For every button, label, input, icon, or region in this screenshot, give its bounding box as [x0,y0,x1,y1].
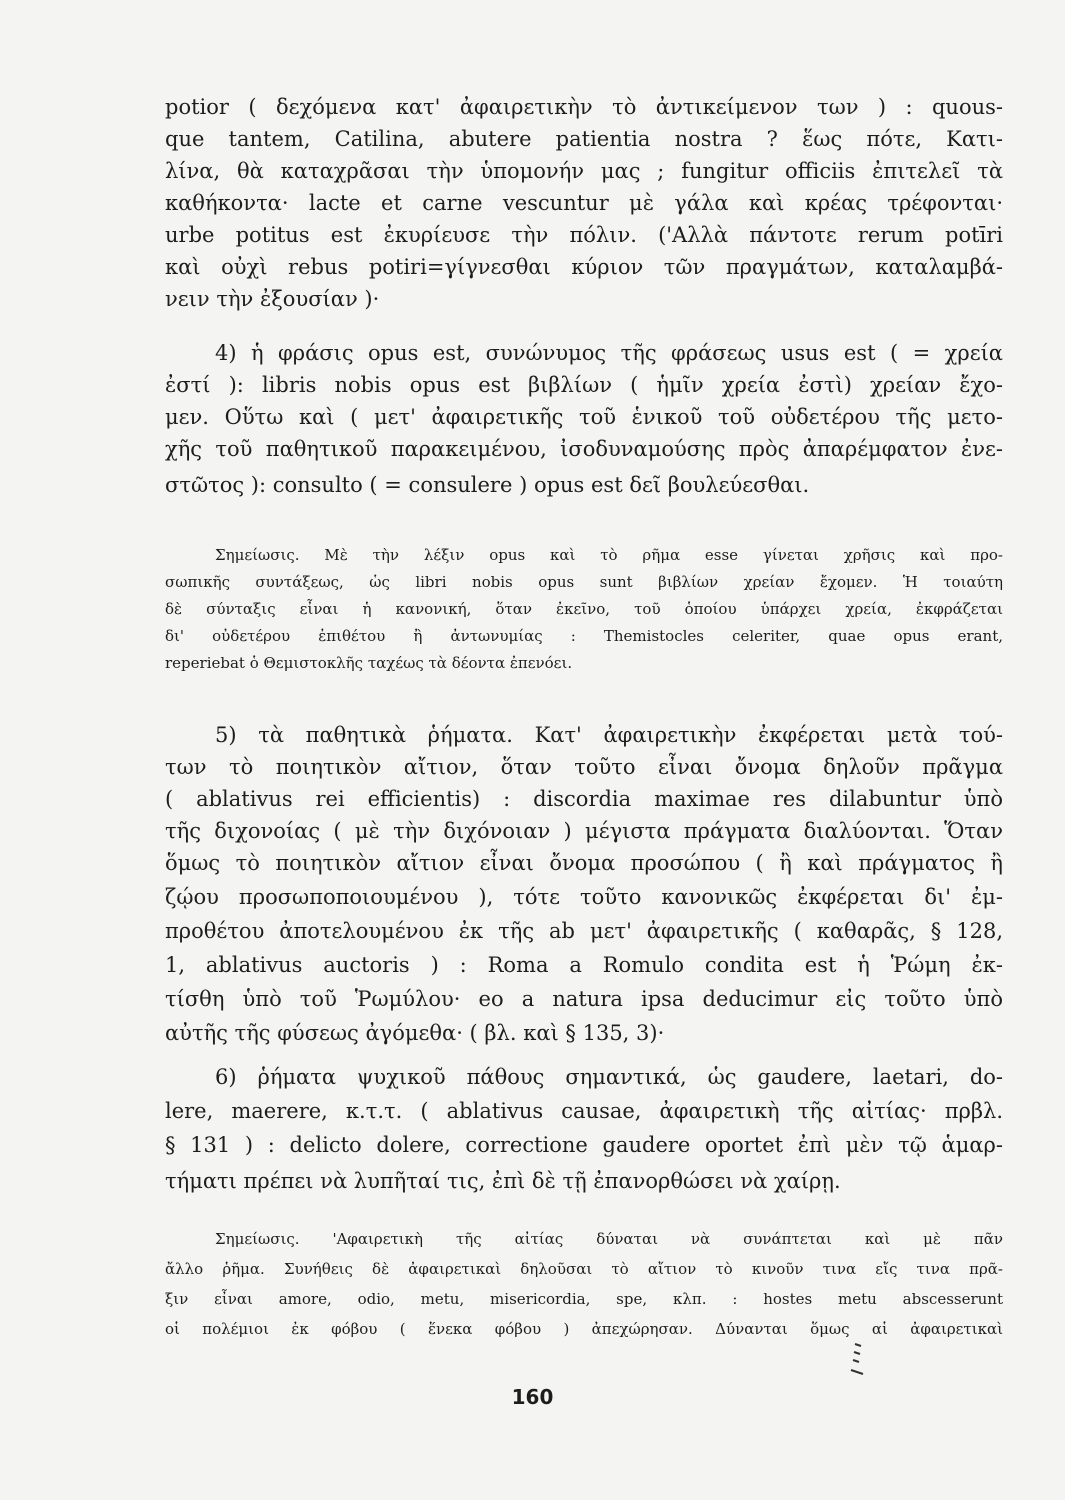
text-line: ζῴου προσωποποιουμένου ), τότε τοῦτο κανονικῶς ἐκφέρεται δι' ἐμ- [165,885,1003,909]
note-line: ξιν εἶναι amore, odio, metu, misericordia, spe, κλπ. : hostes metu abscesserunt [165,1290,1003,1308]
text-line: ἐστί ): libris nobis opus est βιβλίων ( ἡμῖν χρεία ἐστὶ) χρείαν ἔχο- [165,373,1003,397]
text-line: αὐτῆς τῆς φύσεως ἀγόμεθα· ( βλ. καὶ § 135, 3)· [165,1021,665,1045]
text-line: potior ( δεχόμενα κατ' ἀφαιρετικὴν τὸ ἀντικείμενον των ) : quous- [165,95,1003,119]
note-line: δι' οὐδετέρου ἐπιθέτου ἢ ἀντωνυμίας : Themistocles celeriter, quae opus erant, [165,627,1003,645]
text-line: των τὸ ποιητικὸν αἴτιον, ὅταν τοῦτο εἶναι ὄνομα δηλοῦν πρᾶγμα [165,755,1003,779]
note-line: σωπικῆς συντάξεως, ὡς libri nobis opus sunt βιβλίων χρείαν ἔχομεν. Ἡ τοιαύτη [165,573,1003,591]
text-line: τήματι πρέπει νὰ λυπῆταί τις, ἐπὶ δὲ τῇ ἐπανορθώσει νὰ χαίρῃ. [165,1169,841,1193]
note-line: reperiebat ὁ Θεμιστοκλῆς ταχέως τὰ δέοντα ἐπενόει. [165,654,573,672]
note-line: Σημείωσις. Μὲ τὴν λέξιν opus καὶ τὸ ρῆμα esse γίνεται χρῆσις καὶ προ- [215,546,1003,564]
text-line: χῆς τοῦ παθητικοῦ παρακειμένου, ἰσοδυναμούσης πρὸς ἀπαρέμφατον ἐνε- [165,437,1003,461]
note-line: Σημείωσις. 'Αφαιρετικὴ τῆς αἰτίας δύναται νὰ συνάπτεται καὶ μὲ πᾶν [215,1230,1003,1248]
note-line: οἱ πολέμιοι ἐκ φόβου ( ἕνεκα φόβου ) ἀπεχώρησαν. Δύνανται ὅμως αἱ ἀφαιρετικαὶ [165,1320,1003,1338]
note-line: δὲ σύνταξις εἶναι ἡ κανονική, ὅταν ἐκεῖνο, τοῦ ὁποίου ὑπάρχει χρεία, ἐκφράζεται [165,600,1003,618]
text-line: ( ablativus rei efficientis) : discordia maximae res dilabuntur ὑπὸ [165,787,1003,811]
text-line: μεν. Οὕτω καὶ ( μετ' ἀφαιρετικῆς τοῦ ἑνικοῦ τοῦ οὐδετέρου τῆς μετο- [165,405,1003,429]
text-line: τίσθη ὑπὸ τοῦ Ῥωμύλου· eo a natura ipsa deducimur εἰς τοῦτο ὑπὸ [165,987,1003,1011]
text-line: προθέτου ἀποτελουμένου ἐκ τῆς ab μετ' ἀφαιρετικῆς ( καθαρᾶς, § 128, [165,919,1003,943]
text-line: τῆς διχονοίας ( μὲ τὴν διχόνοιαν ) μέγιστα πράγματα διαλύονται. Ὅταν [165,819,1003,843]
text-line: στῶτος ): consulto ( = consulere ) opus est δεῖ βουλεύεσθαι. [165,473,810,497]
text-line: que tantem, Catilina, abutere patientia nostra ? ἕως πότε, Κατι- [165,127,1003,151]
text-line: 4) ἡ φράσις opus est, συνώνυμος τῆς φράσεως usus est ( = χρεία [215,341,1003,365]
text-line: λίνα, θὰ καταχρᾶσαι τὴν ὑπομονήν μας ; fungitur officiis ἐπιτελεῖ τὰ [165,159,1003,183]
text-line: urbe potitus est ἐκυρίευσε τὴν πόλιν. ('Αλλὰ πάντοτε rerum potīri [165,223,1003,247]
text-line: 5) τὰ παθητικὰ ῥήματα. Κατ' ἀφαιρετικὴν ἐκφέρεται μετὰ τού- [215,723,1003,747]
text-line: νειν τὴν ἐξουσίαν )· [165,287,380,311]
page-number: 160 [511,1385,554,1409]
text-line: καὶ οὐχὶ rebus potiri=γίγνεσθαι κύριον τῶν πραγμάτων, καταλαμβά- [165,255,1003,279]
margin-mark-icon [845,1340,869,1388]
text-line: καθήκοντα· lacte et carne vescuntur μὲ γάλα καὶ κρέας τρέφονται· [165,191,1003,215]
text-line: ὅμως τὸ ποιητικὸν αἴτιον εἶναι ὄνομα προσώπου ( ἢ καὶ πράγματος ἢ [165,851,1003,875]
text-line: 6) ῥήματα ψυχικοῦ πάθους σημαντικά, ὡς gaudere, laetari, do- [215,1065,1003,1089]
text-line: lere, maerere, κ.τ.τ. ( ablativus causae, ἀφαιρετικὴ τῆς αἰτίας· πρβλ. [165,1099,1003,1123]
note-line: ἄλλο ῥῆμα. Συνήθεις δὲ ἀφαιρετικαὶ δηλοῦσαι τὸ αἴτιον τὸ κινοῦν τινα εἴς τινα πρᾶ- [165,1260,1003,1278]
text-line: § 131 ) : delicto dolere, correctione gaudere oportet ἐπὶ μὲν τῷ ἁμαρ- [165,1133,1003,1157]
text-line: 1, ablativus auctoris ) : Roma a Romulo condita est ἡ Ῥώμη ἐκ- [165,953,1003,977]
